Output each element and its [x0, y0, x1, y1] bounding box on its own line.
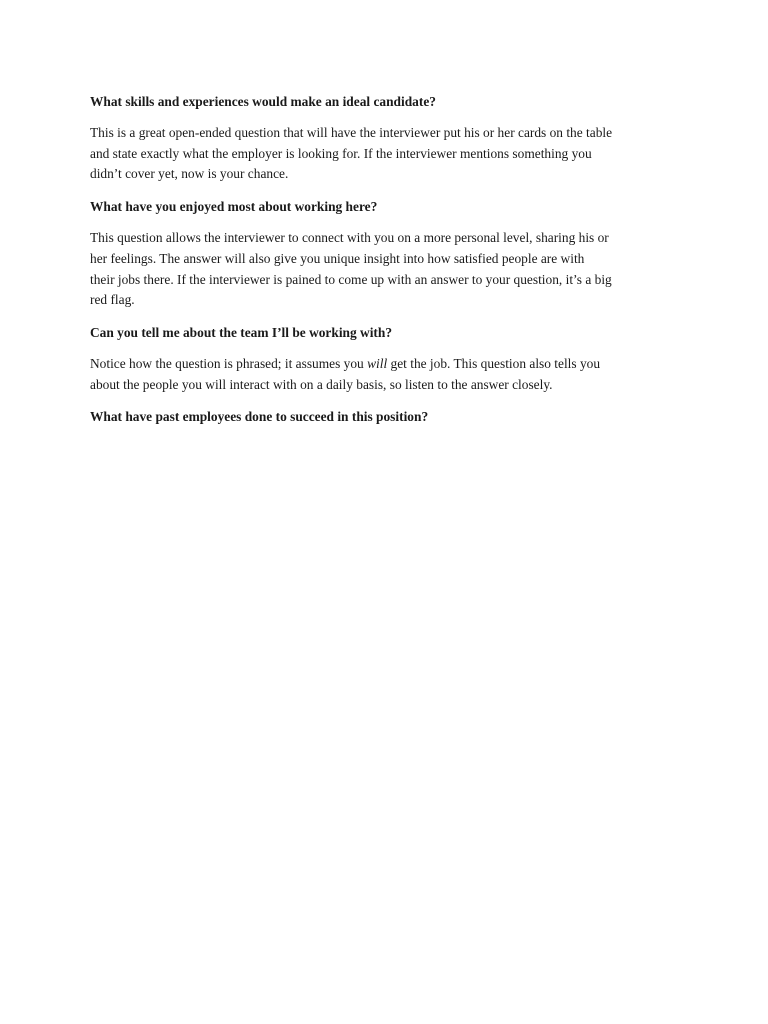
- question-heading: What have past employees done to succeed in this position?: [90, 409, 429, 425]
- answer-paragraph: [90, 228, 690, 311]
- text-line: their jobs there. If the interviewer is pained to come up with an answer to your question, it’s a big: [90, 271, 612, 287]
- answer-paragraph: [90, 123, 690, 185]
- text-line: her feelings. The answer will also give you unique insight into how satisfied people are with: [90, 250, 585, 266]
- text-line: This is a great open-ended question that will have the interviewer put his or her cards on the table: [90, 125, 613, 140]
- text-line: and state exactly what the employer is looking for. If the interviewer mentions something you: [90, 145, 592, 161]
- text-line: [90, 354, 690, 375]
- question-heading: What skills and experiences would make an ideal candidate?: [90, 94, 436, 109]
- question-heading: What have you enjoyed most about working here?: [90, 199, 378, 215]
- answer-paragraph: [90, 354, 690, 395]
- text-line: red flag.: [90, 292, 135, 308]
- text-line: didn’t cover yet, now is your chance.: [90, 166, 289, 182]
- text-run: Notice how the question is phrased; it assumes you: [90, 355, 368, 371]
- text-line: about the people you will interact with on a daily basis, so listen to the answer closely.: [90, 376, 553, 392]
- emphasized-text: will: [367, 355, 388, 371]
- text-run: get the job. This question also tells you: [387, 355, 601, 371]
- text-line: This question allows the interviewer to connect with you on a more personal level, sharing his or: [90, 230, 609, 246]
- question-heading: Can you tell me about the team I’ll be working with?: [90, 324, 393, 340]
- document-page: [90, 91, 690, 438]
